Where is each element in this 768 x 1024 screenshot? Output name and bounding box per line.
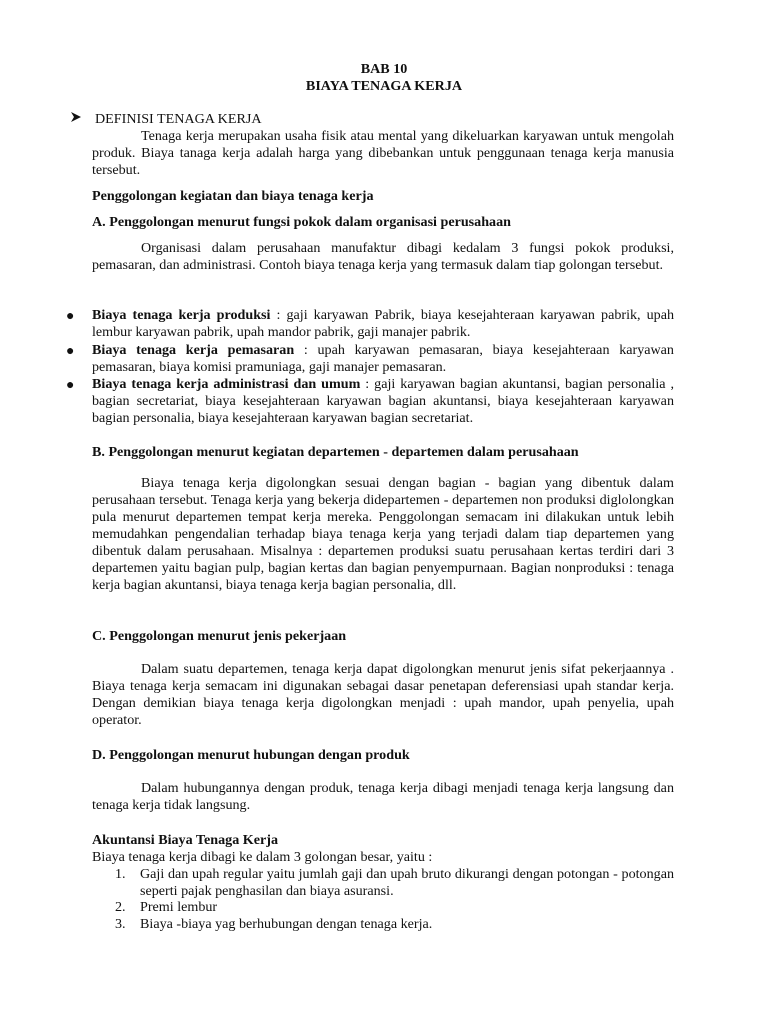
list-item: Premi lembur <box>140 899 218 915</box>
chapter-number: BAB 10 <box>360 61 408 77</box>
list-item-desc: : upah karyawan pemasaran, biaya kesejahteraan karyawan pemasaran, biaya komisi pramuniaga, gaji manajer pemasaran. <box>92 342 674 375</box>
list-item: Gaji dan upah regular yaitu jumlah gaji dan upah bruto dikurangi dengan potongan - potongan seperti pajak penghasilan dan biaya asuransi. <box>140 866 674 899</box>
list-number: 3. <box>115 916 126 932</box>
section-a-heading: A. Penggolongan menurut fungsi pokok dalam organisasi perusahaan <box>92 214 511 230</box>
chapter-title: BIAYA TENAGA KERJA <box>305 78 463 94</box>
bullet-dot-icon: ● <box>66 344 75 359</box>
section-c-paragraph: Dalam suatu departemen, tenaga kerja dapat digolongkan menurut jenis sifat pekerjaannya . Biaya tenaga kerja semacam ini digunakan sebagai dasar penetapan deferensiasi upah standar kerja. Dengan demikian biaya tenaga kerja digolongkan menjadi : upah mandor, upah penyelia, upah operator. <box>92 661 674 728</box>
section-a-paragraph: Organisasi dalam perusahaan manufaktur dibagi kedalam 3 fungsi pokok produksi, pemasaran, dan administrasi. Contoh biaya tenaga kerja yang termasuk dalam tiap golongan tersebut. <box>92 240 674 273</box>
list-item-desc: : gaji karyawan bagian akuntansi, bagian personalia , bagian secretariat, biaya kesejahteraan karyawan bagian akuntansi, biaya kesejahteraan karyawan bagian personalia, biaya kesejahteraan karyawan bagian secretariat. <box>92 376 674 426</box>
section-d-heading: D. Penggolongan menurut hubungan dengan produk <box>92 747 410 763</box>
list-item <box>92 376 674 427</box>
section-b-heading: B. Penggolongan menurut kegiatan departemen - departemen dalam perusahaan <box>92 444 579 460</box>
list-number: 2. <box>115 899 126 915</box>
section-b-paragraph: Biaya tenaga kerja digolongkan sesuai dengan bagian - bagian yang dibentuk dalam perusahaan tersebut. Tenaga kerja yang bekerja didepartemen - departemen non produksi diglolongkan pula menurut departemen tempat kerja mereka. Penggolongan semacam ini dilakukan untuk lebih memudahkan pengendalian terhadap biaya tenaga kerja yang terjadi dalam tiap departemen yang dibentuk dalam perusahaan. Misalnya : departemen produksi suatu perusahaan kertas terdiri dari 3 departemen yaitu bagian pulp, bagian kertas dan bagian penyempurnaan. Bagian nonproduksi : tenaga kerja bagian akuntansi, biaya tenaga kerja bagian personalia, dll. <box>92 475 674 593</box>
list-item: Biaya -biaya yag berhubungan dengan tenaga kerja. <box>140 916 433 932</box>
section-c-heading: C. Penggolongan menurut jenis pekerjaan <box>92 628 347 644</box>
section-d-paragraph: Dalam hubungannya dengan produk, tenaga kerja dibagi menjadi tenaga kerja langsung dan tenaga kerja tidak langsung. <box>92 780 674 813</box>
accounting-heading: Akuntansi Biaya Tenaga Kerja <box>92 832 278 848</box>
list-item-term: Biaya tenaga kerja produksi <box>92 307 271 323</box>
list-item-term: Biaya tenaga kerja pemasaran <box>92 342 295 358</box>
bullet-dot-icon: ● <box>66 309 75 324</box>
arrowhead-bullet-icon <box>70 111 82 123</box>
classification-heading: Penggolongan kegiatan dan biaya tenaga kerja <box>92 188 374 204</box>
list-item-term: Biaya tenaga kerja administrasi dan umum <box>92 376 361 392</box>
list-item <box>92 342 674 376</box>
bullet-dot-icon: ● <box>66 378 75 393</box>
definition-paragraph: Tenaga kerja merupakan usaha fisik atau mental yang dikeluarkan karyawan untuk mengolah produk. Biaya tanaga kerja adalah harga yang dibebankan untuk penggunaan tenaga kerja manusia tersebut. <box>92 128 674 178</box>
list-item-desc: : gaji karyawan Pabrik, biaya kesejahteraan karyawan pabrik, upah lembur karyawan pabrik, upah mandor pabrik, gaji manajer pabrik. <box>92 307 674 340</box>
list-number: 1. <box>115 866 126 882</box>
definition-heading: DEFINISI TENAGA KERJA <box>95 111 262 127</box>
list-item <box>92 307 674 341</box>
accounting-intro: Biaya tenaga kerja dibagi ke dalam 3 golongan besar, yaitu : <box>92 849 433 865</box>
